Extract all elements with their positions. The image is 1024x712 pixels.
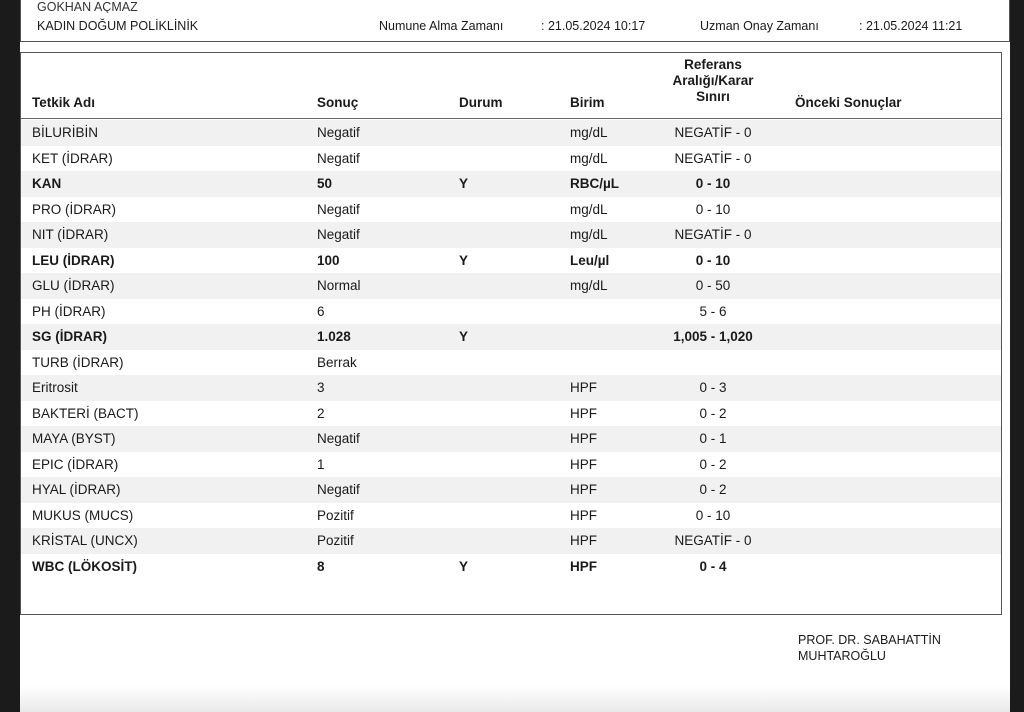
table-row (21, 401, 1001, 427)
doctor-signature (798, 632, 941, 664)
unit-value: RBC/µL (570, 176, 620, 191)
test-name: HYAL (İDRAR) (32, 482, 121, 497)
status-flag: Y (459, 252, 469, 268)
result-value: Negatif (317, 227, 360, 242)
test-name: PH (İDRAR) (32, 303, 106, 319)
patient-name: GÖKHAN AÇMAZ (37, 1, 138, 13)
sample-time-value: : 21.05.2024 10:17 (541, 19, 646, 33)
approval-time-value: : 21.05.2024 11:21 (859, 19, 963, 33)
unit-value: HPF (570, 431, 597, 446)
table-row (21, 375, 1001, 401)
table-row (21, 171, 1001, 197)
reference-range: 0 - 10 (695, 507, 731, 523)
approval-time-label: Uzman Onay Zamanı (700, 19, 819, 33)
test-name: Eritrosit (32, 380, 78, 395)
reference-range: 1,005 - 1,020 (673, 329, 753, 344)
reference-range: 5 - 6 (699, 303, 727, 319)
reference-range: 0 - 4 (699, 558, 727, 574)
column-header-reference (661, 57, 765, 105)
table-row (21, 299, 1001, 325)
table-body (21, 120, 1001, 579)
column-header-previous: Önceki Sonuçlar (795, 95, 902, 110)
test-name: MAYA (BYST) (32, 431, 116, 446)
unit-value: HPF (570, 405, 597, 421)
signature-line1: PROF. DR. SABAHATTİN (798, 633, 941, 647)
unit-value: mg/dL (570, 201, 608, 217)
unit-value: HPF (570, 380, 597, 395)
header-divider (21, 118, 1001, 119)
test-name: KAN (32, 176, 62, 191)
table-row (21, 477, 1001, 503)
test-name: MUKUS (MUCS) (32, 507, 134, 523)
table-row (21, 350, 1001, 376)
result-value: Berrak (317, 354, 357, 370)
result-value: 2 (317, 405, 325, 421)
sample-time-label: Numune Alma Zamanı (379, 19, 504, 33)
unit-value: HPF (570, 533, 597, 548)
reference-range: 0 - 1 (699, 431, 727, 446)
reference-range: 0 - 2 (699, 405, 727, 421)
result-value: Negatif (317, 431, 360, 446)
table-row (21, 273, 1001, 299)
table-row (21, 120, 1001, 146)
test-name: SG (İDRAR) (32, 329, 107, 344)
test-name: TURB (İDRAR) (32, 354, 124, 370)
result-value: Pozitif (317, 507, 354, 523)
result-value: 6 (317, 303, 325, 319)
reference-range: NEGATİF - 0 (674, 150, 752, 166)
report-sheet (20, 0, 1010, 712)
reference-range: 0 - 2 (699, 482, 727, 497)
test-name: KET (İDRAR) (32, 150, 113, 166)
column-header-result: Sonuç (317, 95, 359, 110)
test-name: NIT (İDRAR) (32, 227, 109, 242)
report-header (20, 0, 1010, 42)
reference-header-line2: Aralığı/Karar (672, 73, 754, 88)
result-value: Negatif (317, 482, 360, 497)
result-value: Negatif (317, 150, 360, 166)
table-row (21, 324, 1001, 350)
unit-value: HPF (570, 482, 597, 497)
reference-range: NEGATİF - 0 (674, 227, 752, 242)
test-name: WBC (LÖKOSİT) (32, 558, 137, 574)
result-value: Negatif (317, 201, 360, 217)
reference-range: NEGATİF - 0 (674, 125, 752, 140)
table-row (21, 426, 1001, 452)
table-row (21, 197, 1001, 223)
reference-header-line3: Sınırı (696, 89, 730, 104)
test-name: BAKTERİ (BACT) (32, 405, 139, 421)
table-row (21, 146, 1001, 172)
unit-value: mg/dL (570, 150, 608, 166)
table-row (21, 222, 1001, 248)
reference-range: 0 - 10 (695, 252, 731, 268)
table-row (21, 554, 1001, 580)
test-name: PRO (İDRAR) (32, 201, 116, 217)
clinic-name: KADIN DOĞUM POLİKLİNİK (37, 19, 199, 33)
reference-range: 0 - 3 (699, 380, 727, 395)
unit-value: mg/dL (570, 278, 608, 293)
result-value: 100 (317, 252, 340, 268)
result-value: 50 (317, 176, 333, 191)
table-row (21, 452, 1001, 478)
result-value: 1.028 (317, 329, 351, 344)
results-table (20, 52, 1002, 615)
status-flag: Y (459, 329, 469, 344)
reference-range: 0 - 2 (699, 456, 727, 472)
result-value: Pozitif (317, 533, 354, 548)
reference-range: 0 - 10 (695, 176, 731, 191)
test-name: EPIC (İDRAR) (32, 456, 119, 472)
result-value: Negatif (317, 125, 360, 140)
table-row (21, 248, 1001, 274)
table-row (21, 503, 1001, 529)
unit-value: HPF (570, 507, 597, 523)
page-bottom (20, 686, 1010, 712)
unit-value: HPF (570, 558, 597, 574)
test-name: GLU (İDRAR) (32, 278, 115, 293)
reference-header-line1: Referans (684, 57, 742, 72)
unit-value: mg/dL (570, 227, 608, 242)
reference-range: NEGATİF - 0 (674, 533, 752, 548)
result-value: Normal (317, 278, 361, 293)
unit-value: mg/dL (570, 125, 608, 140)
test-name: LEU (İDRAR) (32, 252, 115, 268)
result-value: 8 (317, 558, 325, 574)
status-flag: Y (459, 176, 469, 191)
status-flag: Y (459, 558, 469, 574)
result-value: 1 (317, 456, 325, 472)
column-header-test: Tetkik Adı (32, 95, 96, 110)
column-header-unit: Birim (570, 95, 605, 110)
column-header-status: Durum (459, 95, 503, 110)
test-name: BİLURİBİN (32, 125, 99, 140)
reference-range: 0 - 50 (695, 278, 731, 293)
result-value: 3 (317, 380, 325, 395)
signature-line2: MUHTAROĞLU (798, 649, 886, 663)
unit-value: HPF (570, 456, 597, 472)
reference-range: 0 - 10 (695, 201, 731, 217)
unit-value: Leu/µl (570, 252, 610, 268)
test-name: KRİSTAL (UNCX) (32, 533, 138, 548)
table-row (21, 528, 1001, 554)
